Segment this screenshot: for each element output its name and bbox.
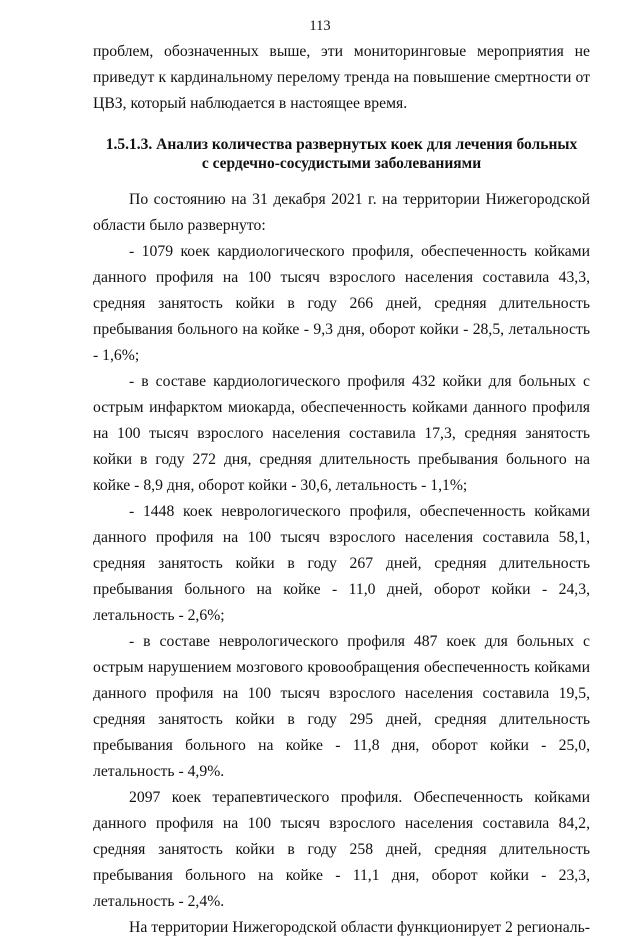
paragraph-stroke-beds: - в составе неврологического профиля 487 коек для больных с острым нарушением мозгового кровообращения обеспеченность койками данного профиля на 100 тысяч взрослого населения составила 19,5, средняя занятость койки в году 295 дней, средняя длительность пребывания больного на койке - 11,8 дня, оборот койки - 25,0, летальность - 4,9%.: [93, 633, 590, 780]
paragraph-cardiology-beds: - 1079 коек кардиологического профиля, обеспеченность койками данного профиля на 100 тысяч взрослого населения составила 43,3, средняя занятость койки в году 266 дней, средняя длительность пребывания больного на койке - 9,3 дня, оборот койки - 28,5, летальность - 1,6%;: [93, 243, 590, 364]
paragraph-neurology-beds: - 1448 коек неврологического профиля, обеспеченность койками данного профиля на 100 тысяч взрослого населения составила 58,1, средняя занятость койки в году 267 дней, средняя длительность пребывания больного на койке - 11,0 дней, оборот койки - 24,3, летальность - 2,6%;: [93, 503, 590, 624]
intro-paragraph: проблем, обозначенных выше, эти мониторинговые мероприятия не приведут к кардинальному перелому тренда на повышение смертности от ЦВЗ, который наблюдается в настоящее время.: [93, 43, 590, 112]
paragraph-regional-centers: На территории Нижегородской области функционирует 2 региональ-: [129, 919, 590, 936]
section-heading-line-2: с сердечно-сосудистыми заболеваниями: [201, 155, 482, 172]
page-number: 113: [309, 18, 331, 34]
paragraph-myocardial-infarction-beds: - в составе кардиологического профиля 432 койки для больных с острым инфарктом миокарда, обеспеченность койками данного профиля на 100 тысяч взрослого населения составила 17,3, средняя занятость койки в году 272 дня, средняя длительность пребывания больного на койке - 8,9 дня, оборот койки - 30,6, летальность - 1,1%;: [93, 373, 590, 494]
paragraph-therapy-beds: 2097 коек терапевтического профиля. Обеспеченность койками данного профиля на 100 тысяч взрослого населения составила 84,2, средняя занятость койки в году 258 дней, средняя длительность пребывания больного на койке - 11,1 дня, оборот койки - 23,3, летальность - 2,4%.: [93, 789, 590, 910]
section-heading: [93, 135, 590, 173]
page-content: [93, 39, 590, 941]
paragraph-status-date: По состоянию на 31 декабря 2021 г. на территории Нижегородской области было развернуто:: [93, 191, 590, 234]
section-heading-line-1: 1.5.1.3. Анализ количества развернутых коек для лечения больных: [105, 136, 578, 153]
